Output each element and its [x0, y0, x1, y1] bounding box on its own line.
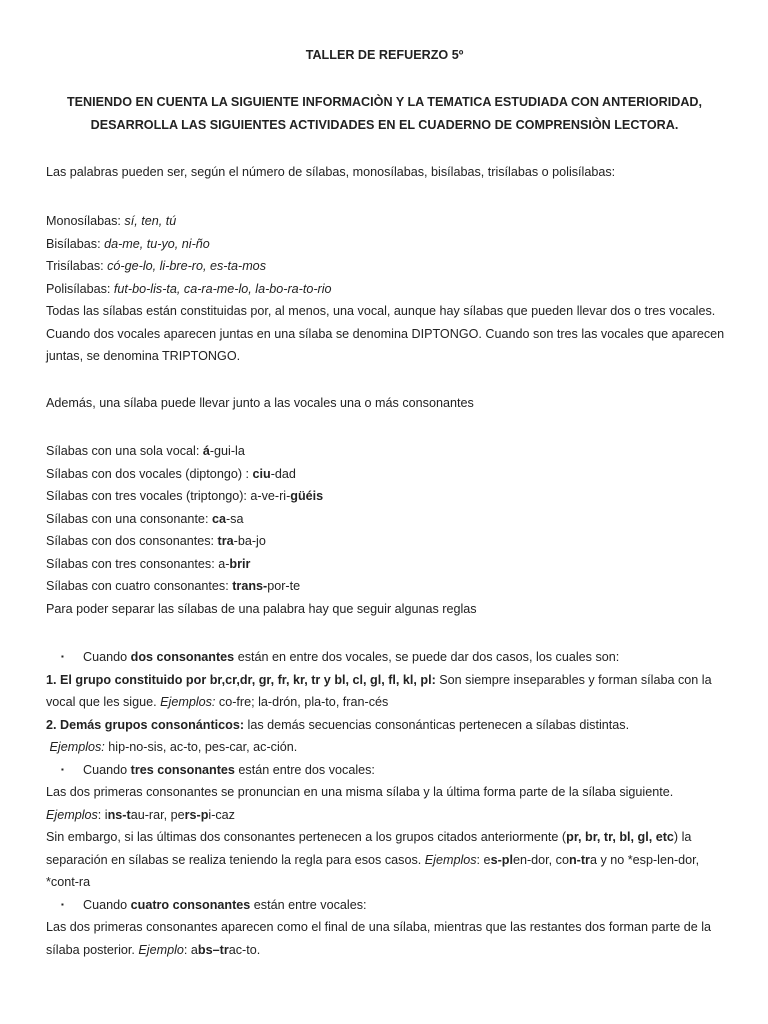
type-trisilabas: Trisílabas: có-ge-lo, li-bre-ro, es-ta-mos [46, 259, 266, 273]
example-three-vowels: Sílabas con tres vocales (triptongo): a-ve-ri-güéis [46, 489, 324, 503]
bullet-icon: ▪ [61, 652, 64, 661]
instructions-heading [46, 91, 723, 137]
type-monosilabas: Monosílabas: sí, ten, tú [46, 214, 177, 228]
rule1-case1-line1: 1. El grupo constituido por br,cr,dr, gr, fr, kr, tr y bl, cl, gl, fl, kl, pl: Son siempre inseparables y forman sílaba con la [46, 672, 712, 687]
example-two-consonants: Sílabas con dos consonantes: tra-ba-jo [46, 534, 266, 548]
rule3-line1: Las dos primeras consonantes aparecen como el final de una sílaba, mientras que las restantes dos forman parte de la [46, 920, 712, 934]
rules-section [46, 646, 723, 961]
example-one-vowel: Sílabas con una sola vocal: á-gui-la [46, 444, 245, 458]
bullet-icon: ▪ [61, 899, 64, 909]
consonants-intro: Además, una sílaba puede llevar junto a las vocales una o más consonantes [46, 396, 474, 410]
rules-intro: Para poder separar las sílabas de una palabra hay que seguir algunas reglas [46, 601, 477, 616]
bullet-icon: ▪ [61, 764, 64, 774]
vowels-line-3: juntas, se denomina TRIPTONGO. [46, 349, 241, 363]
document-title: TALLER DE REFUERZO 5º [305, 48, 464, 62]
rule2-line1: Las dos primeras consonantes se pronuncian en una misma sílaba y la última forma parte de la sílaba siguiente. [46, 785, 674, 799]
syllable-examples-list [46, 440, 723, 620]
rule-three-consonants: ▪ Cuando tres consonantes están entre dos vocales: [46, 759, 723, 782]
rule3-line2: sílaba posterior. Ejemplo: abs–trac-to. [46, 942, 261, 957]
vowels-line-1: Todas las sílabas están constituidas por, al menos, una vocal, aunque hay sílabas que pueden llevar dos o tres vocales. [46, 304, 716, 318]
heading-line-1: TENIENDO EN CUENTA LA SIGUIENTE INFORMACIÒN Y LA TEMATICA ESTUDIADA CON ANTERIORIDAD, [66, 95, 703, 109]
rule-two-consonants: ▪ Cuando dos consonantes están en entre dos vocales, se puede dar dos casos, los cuales son: [46, 646, 723, 669]
type-bisilabas: Bisílabas: da-me, tu-yo, ni-ño [46, 236, 210, 251]
rule2-line5: *cont-ra [46, 875, 91, 889]
rule-four-consonants: ▪ Cuando cuatro consonantes están entre vocales: [46, 894, 723, 917]
vowels-line-2: Cuando dos vocales aparecen juntas en una sílaba se denomina DIPTONGO. Cuando son tres las vocales que aparecen [46, 326, 725, 341]
example-one-consonant: Sílabas con una consonante: ca-sa [46, 511, 244, 526]
rule2-line2: Ejemplos: ins-tau-rar, pers-pi-caz [46, 807, 235, 822]
rule2-line4: separación en sílabas se realiza teniendo la regla para esos casos. Ejemplos: es-plen-dor, con-tra y no *esp-len-dor, [46, 852, 700, 867]
example-three-consonants: Sílabas con tres consonantes: a-brir [46, 556, 251, 571]
example-four-consonants: Sílabas con cuatro consonantes: trans-por-te [46, 579, 301, 593]
rule2-line3: Sin embargo, si las últimas dos consonantes pertenecen a los grupos citados anteriormente (pr, br, tr, bl, gl, etc) la [46, 830, 692, 844]
rule1-case1-line2: vocal que les sigue. Ejemplos: co-fre; la-drón, pla-to, fran-cés [46, 695, 389, 709]
example-two-vowels: Sílabas con dos vocales (diptongo) : ciu-dad [46, 466, 296, 481]
type-polisilabas: Polisílabas: fut-bo-lis-ta, ca-ra-me-lo, la-bo-ra-to-rio [46, 281, 332, 296]
rule1-case2-line1: 2. Demás grupos consonánticos: las demás secuencias consonánticas pertenecen a sílabas distintas. [46, 717, 630, 732]
intro-paragraph: Las palabras pueden ser, según el número de sílabas, monosílabas, bisílabas, trisílabas o polisílabas: [46, 165, 616, 179]
syllable-types-list [46, 210, 723, 368]
heading-line-2: DESARROLLA LAS SIGUIENTES ACTIVIDADES EN EL CUADERNO DE COMPRENSIÒN LECTORA. [90, 118, 679, 132]
rule1-case2-line2: Ejemplos: hip-no-sis, ac-to, pes-car, ac-ción. [49, 740, 298, 754]
